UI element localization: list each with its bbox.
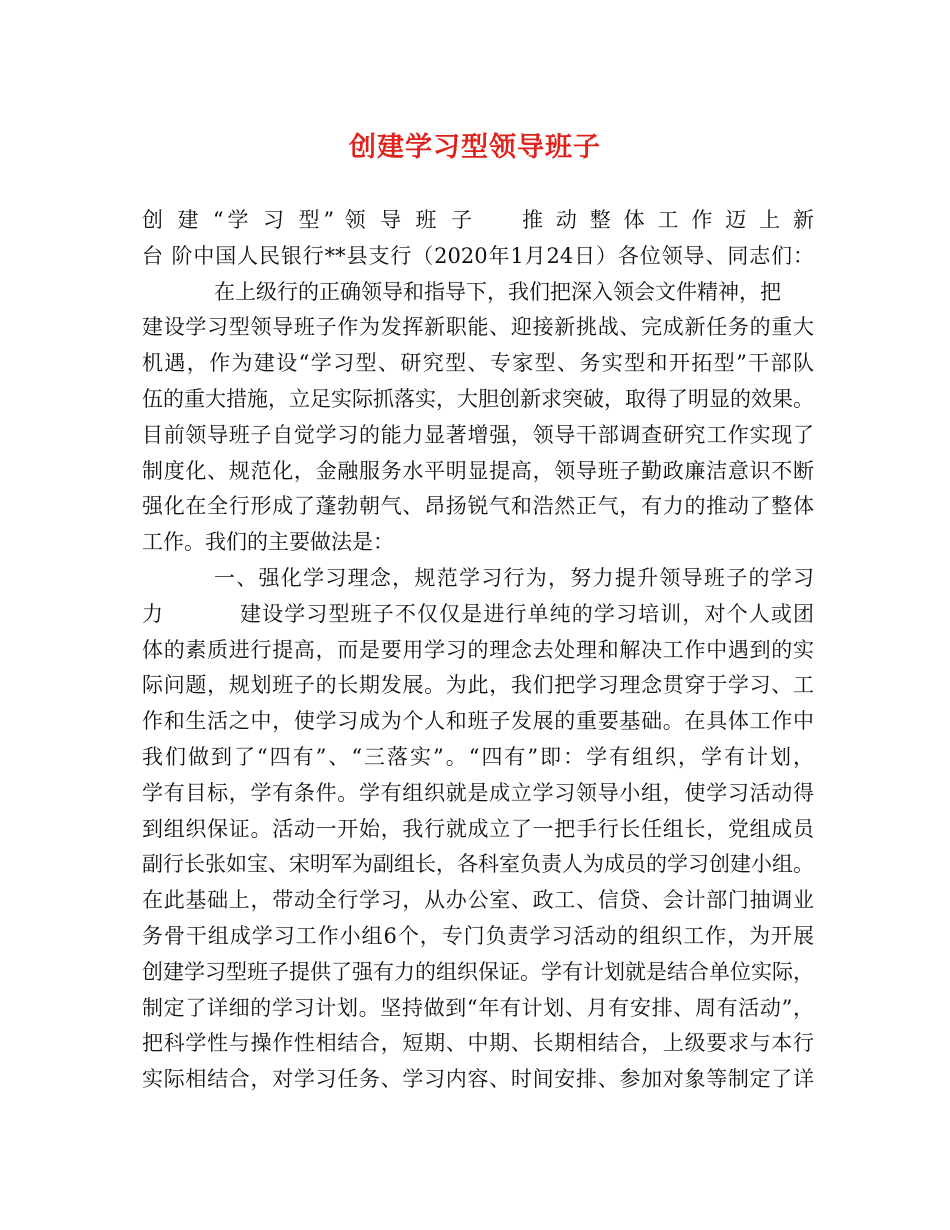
text-line: 创建学习型班子提供了强有力的组织保证。学有计划就是结合单位实际， bbox=[142, 959, 814, 984]
text-line: 学有目标，学有条件。学有组织就是成立学习领导小组，使学习活动得 bbox=[142, 780, 814, 805]
section-heading-end: 力 bbox=[142, 601, 163, 626]
text-line: 体的素质进行提高，而是要用学习的理念去处理和解决工作中遇到的实 bbox=[142, 637, 814, 662]
text-line: 制定了详细的学习计划。坚持做到“年有计划、月有安排、周有活动”， bbox=[142, 995, 814, 1020]
text-line bbox=[142, 203, 814, 239]
text-line: 一、强化学习理念，规范学习行为，努力提升领导班子的学习 bbox=[214, 565, 814, 590]
text-line: 务骨干组成学习工作小组6个，专门负责学习活动的组织工作，为开展 bbox=[142, 923, 814, 948]
text-line: 在此基础上，带动全行学习，从办公室、政工、信贷、会计部门抽调业 bbox=[142, 888, 814, 913]
text-line: 作和生活之中，使学习成为个人和班子发展的重要基础。在具体工作中 bbox=[142, 709, 814, 734]
document-title: 创建学习型领导班子 bbox=[349, 132, 601, 163]
text-segment: 推 动 整 体 工 作 迈 上 新 bbox=[522, 208, 814, 232]
text-line bbox=[142, 597, 814, 633]
text-line: 台 阶中国人民银行**县支行（2020年1月24日）各位领导、同志们： bbox=[142, 243, 814, 268]
text-segment: 建设学习型班子不仅仅是进行单纯的学习培训，对个人或团 bbox=[240, 601, 814, 626]
text-line: 建设学习型领导班子作为发挥新职能、迎接新挑战、完成新任务的重大 bbox=[142, 315, 814, 340]
text-line: 机遇，作为建设“学习型、研究型、专家型、务实型和开拓型”干部队 bbox=[142, 351, 814, 376]
text-line: 制度化、规范化，金融服务水平明显提高，领导班子勤政廉洁意识不断 bbox=[142, 458, 814, 483]
text-line: 到组织保证。活动一开始，我行就成立了一把手行长任组长，党组成员 bbox=[142, 816, 814, 841]
text-line: 把科学性与操作性相结合，短期、中期、长期相结合，上级要求与本行 bbox=[142, 1031, 814, 1056]
text-line: 目前领导班子自觉学习的能力显著增强，领导干部调查研究工作实现了 bbox=[142, 422, 814, 447]
text-segment: 创 建 “学 习 型” 领 导 班 子 bbox=[142, 208, 472, 232]
text-line: 副行长张如宝、宋明军为副组长，各科室负责人为成员的学习创建小组。 bbox=[142, 852, 814, 877]
text-line: 强化在全行形成了蓬勃朝气、昂扬锐气和浩然正气，有力的推动了整体 bbox=[142, 494, 814, 519]
text-line: 工作。我们的主要做法是： bbox=[142, 530, 394, 555]
text-line: 我们做到了“四有”、“三落实”。“四有”即：学有组织，学有计划， bbox=[142, 744, 814, 769]
document-body bbox=[142, 203, 814, 1098]
text-line: 伍的重大措施，立足实际抓落实，大胆创新求突破，取得了明显的效果。 bbox=[142, 386, 814, 411]
text-line: 际问题，规划班子的长期发展。为此，我们把学习理念贯穿于学习、工 bbox=[142, 673, 814, 698]
text-line: 实际相结合，对学习任务、学习内容、时间安排、参加对象等制定了详 bbox=[142, 1067, 814, 1092]
text-line: 在上级行的正确领导和指导下，我们把深入领会文件精神，把 bbox=[214, 279, 781, 304]
